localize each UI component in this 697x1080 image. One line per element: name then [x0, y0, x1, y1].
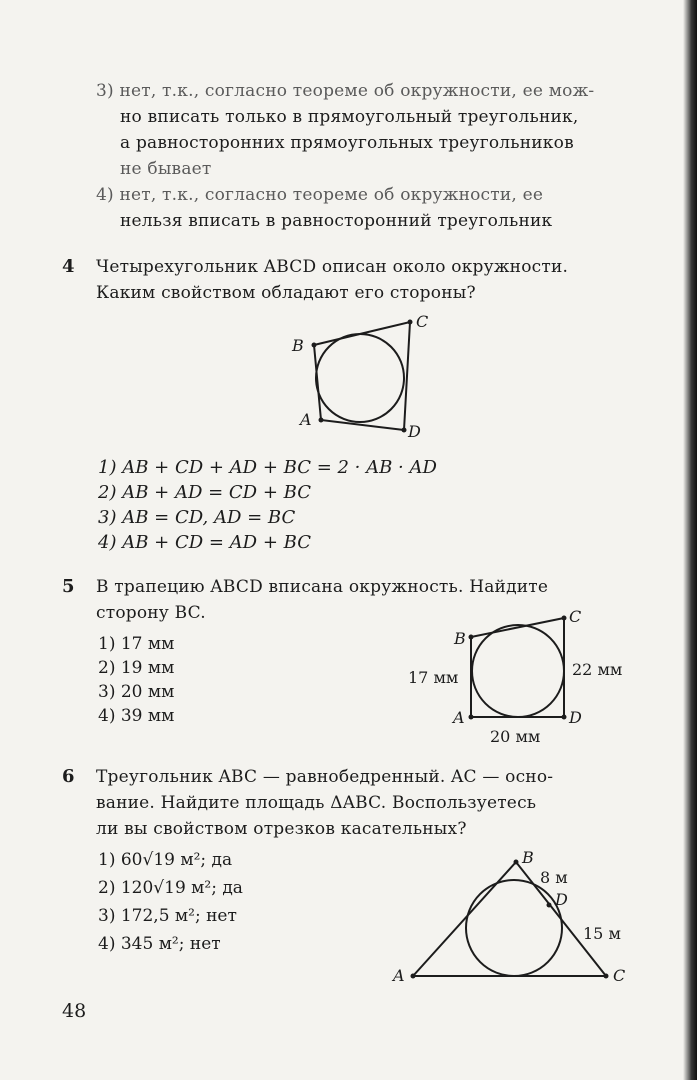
q3-option4-line1: 4) нет, т.к., согласно теореме об окружности, ее — [96, 185, 544, 205]
q5-inscribed-circle — [472, 625, 564, 717]
q6-label-b: B — [522, 848, 534, 867]
q5-point-d — [562, 715, 567, 720]
q4-label-a: A — [300, 410, 312, 429]
q6-segment-bd-label: 8 м — [540, 868, 568, 887]
q6-triangle — [413, 862, 606, 976]
q4-label-c: C — [416, 312, 429, 331]
book-spine-shadow — [683, 0, 697, 1080]
q5-label-c: C — [569, 607, 582, 626]
q6-inscribed-circle — [466, 880, 562, 976]
q5-text-line1: В трапецию ABCD вписана окружность. Найдите — [96, 577, 549, 597]
q6-text-line3: ли вы свойством отрезков касательных? — [96, 819, 467, 839]
q3-option3-line2: но вписать только в прямоугольный треугольник, — [120, 107, 579, 127]
q5-number: 5 — [62, 576, 75, 597]
q5-option-3: 3) 20 мм — [98, 682, 175, 702]
q4-text-line2: Каким свойством обладают его стороны? — [96, 283, 476, 303]
q3-option4-line2: нельзя вписать в равносторонний треугольник — [120, 211, 553, 231]
q6-label-c: C — [613, 966, 626, 985]
q6-option-2: 2) 120√19 м²; да — [98, 878, 243, 898]
q4-option-3: 3) AB = CD, AD = BC — [98, 507, 296, 528]
q6-point-a — [411, 974, 416, 979]
q4-text-line1: Четырехугольник ABCD описан около окружности. — [96, 257, 569, 277]
q6-label-a: A — [393, 966, 405, 985]
q5-side-left-label: 17 мм — [408, 668, 459, 687]
q5-label-a: A — [453, 708, 465, 727]
q6-option-4: 4) 345 м²; нет — [98, 934, 221, 954]
q5-option-2: 2) 19 мм — [98, 658, 175, 678]
q4-point-c — [408, 320, 413, 325]
q4-label-b: B — [292, 336, 304, 355]
q6-point-b — [514, 860, 519, 865]
q5-option-1: 1) 17 мм — [98, 634, 175, 654]
q4-inscribed-circle — [316, 334, 404, 422]
q6-number: 6 — [62, 766, 75, 787]
q4-point-d — [402, 428, 407, 433]
q6-label-d: D — [555, 890, 568, 909]
q5-point-b — [469, 635, 474, 640]
q5-side-right-label: 22 мм — [572, 660, 623, 679]
q5-label-d: D — [569, 708, 582, 727]
q5-option-4: 4) 39 мм — [98, 706, 175, 726]
q4-point-b — [312, 343, 317, 348]
q6-text-line2: вание. Найдите площадь ΔABC. Воспользуетесь — [96, 793, 537, 813]
q5-text-line2: сторону BC. — [96, 603, 206, 623]
q4-option-2: 2) AB + AD = CD + BC — [98, 482, 311, 503]
q4-number: 4 — [62, 256, 75, 277]
q4-point-a — [319, 418, 324, 423]
page-number: 48 — [62, 1000, 87, 1022]
q6-point-c — [604, 974, 609, 979]
q3-option3-line3: а равносторонних прямоугольных треугольников — [120, 133, 574, 153]
q5-point-a — [469, 715, 474, 720]
q5-trapezoid — [471, 618, 564, 717]
q4-option-4: 4) AB + CD = AD + BC — [98, 532, 311, 553]
q6-option-1: 1) 60√19 м²; да — [98, 850, 233, 870]
q5-point-c — [562, 616, 567, 621]
q4-option-1: 1) AB + CD + AD + BC = 2 · AB · AD — [98, 457, 437, 478]
q4-quadrilateral — [314, 322, 410, 430]
q5-side-bottom-label: 20 мм — [490, 727, 541, 746]
q4-label-d: D — [408, 422, 421, 441]
q3-option3-line4: не бывает — [120, 159, 212, 179]
q6-text-line1: Треугольник ABC — равнобедренный. AC — осно- — [96, 767, 554, 787]
q6-option-3: 3) 172,5 м²; нет — [98, 906, 237, 926]
q3-option3-line1: 3) нет, т.к., согласно теореме об окружности, ее мож- — [96, 81, 595, 101]
q6-point-d — [547, 903, 552, 908]
q5-label-b: B — [454, 629, 466, 648]
q6-segment-dc-label: 15 м — [583, 924, 621, 943]
